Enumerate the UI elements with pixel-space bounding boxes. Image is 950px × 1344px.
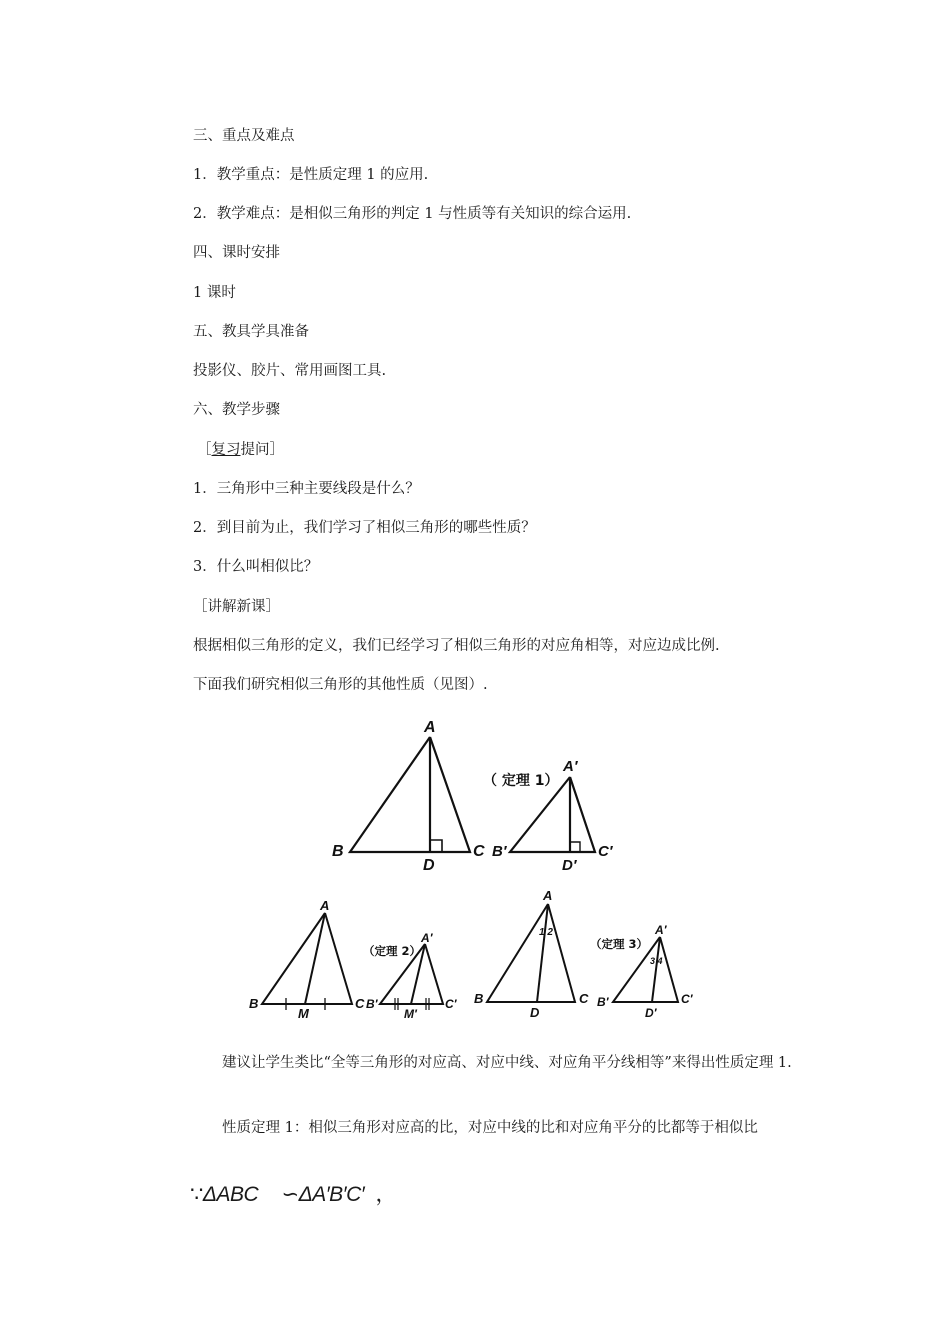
review-link-word[interactable]: 复习: [211, 442, 241, 458]
caption-theorem-3: （定理 3）: [590, 937, 649, 951]
text-line: 三、重点及难点: [193, 128, 295, 144]
median-a1m1: [411, 944, 425, 1004]
label-b-1: B: [332, 843, 344, 860]
label-b1-2: B′: [366, 997, 378, 1011]
label-b1-1: B′: [492, 843, 507, 860]
text-line: ［讲解新课］: [193, 599, 280, 615]
triangle-a1b1c1-text: ΔA′B′C′: [298, 1183, 365, 1206]
text-line: 1．三角形中三种主要线段是什么？: [193, 481, 420, 497]
label-m-2: M: [298, 1006, 309, 1021]
text-line: 3．什么叫相似比？: [193, 559, 319, 575]
right-angle-mark: [430, 840, 442, 852]
text-line: 下面我们研究相似三角形的其他性质（见图）.: [193, 677, 488, 693]
text-line: 五、教具学具准备: [193, 324, 309, 340]
text-line: 2．到目前为止，我们学习了相似三角形的哪些性质？: [193, 520, 536, 536]
bisector-a1d1: [652, 937, 660, 1002]
formula-comma: ，: [375, 1183, 397, 1206]
similarity-formula: [190, 1178, 396, 1208]
angle-marks-34: 3 4: [650, 956, 663, 966]
caption-theorem-1: （ 定理 1）: [483, 773, 559, 789]
paragraph-analogy: 建议让学生类比“全等三角形的对应高、对应中线、对应角平分线相等”来得出性质定理 1.: [222, 1055, 792, 1071]
label-c1-2: C′: [445, 997, 457, 1011]
text-line: 四、课时安排: [193, 245, 280, 261]
caption-theorem-2: （定理 2）: [363, 944, 422, 958]
text-line: 1．教学重点：是性质定理 1 的应用.: [193, 167, 429, 183]
label-a1-1: A′: [563, 758, 578, 775]
median-am: [305, 913, 325, 1004]
because-symbol: ∵: [190, 1183, 203, 1206]
label-d1-1: D′: [562, 857, 577, 874]
angle-marks-12: 1 2: [539, 927, 553, 938]
label-c-1: C: [473, 843, 485, 860]
label-c1-1: C′: [598, 843, 613, 860]
label-d1-3: D′: [645, 1006, 657, 1020]
label-d-1: D: [423, 857, 435, 874]
text-line: 1 课时: [193, 285, 236, 301]
triangle-a1b1c1-1: [510, 777, 595, 852]
triangle-a1b1c1-3: [613, 937, 678, 1002]
triangle-abc-2: [262, 913, 352, 1004]
text-line: 投影仪、胶片、常用画图工具.: [193, 363, 387, 379]
label-m1-2: M′: [404, 1007, 417, 1021]
label-a-3: A: [543, 888, 553, 903]
label-b-2: B: [249, 996, 259, 1011]
label-d-3: D: [530, 1005, 540, 1020]
review-bracket: ［: [197, 442, 212, 458]
label-c-2: C: [355, 996, 365, 1011]
bisector-ad: [537, 904, 548, 1002]
right-angle-mark-small: [570, 842, 580, 852]
label-a-1: A: [424, 719, 436, 736]
similar-symbol: ∽: [281, 1183, 299, 1206]
text-line: 2．教学难点：是相似三角形的判定 1 与性质等有关知识的综合运用.: [193, 206, 632, 222]
paragraph-theorem-1: 性质定理 1：相似三角形对应高的比，对应中线的比和对应角平分的比都等于相似比: [222, 1120, 758, 1136]
triangle-abc-1: [350, 737, 470, 852]
text-line: 根据相似三角形的定义，我们已经学习了相似三角形的对应角相等，对应边成比例.: [193, 638, 720, 654]
label-c-3: C: [579, 991, 589, 1006]
triangle-abc-3: [487, 904, 575, 1002]
label-a-2: A: [320, 898, 330, 913]
label-b1-3: B′: [597, 995, 609, 1009]
label-a1-3: A′: [655, 923, 667, 937]
review-rest: 提问］: [240, 442, 284, 458]
triangle-a1b1c1-2: [380, 944, 443, 1004]
label-a1-2: A′: [421, 931, 433, 945]
label-c1-3: C′: [681, 992, 693, 1006]
triangle-abc-text: ΔABC: [202, 1183, 259, 1206]
review-heading: [197, 440, 284, 460]
text-line: 六、教学步骤: [193, 402, 280, 418]
label-b-3: B: [474, 991, 484, 1006]
